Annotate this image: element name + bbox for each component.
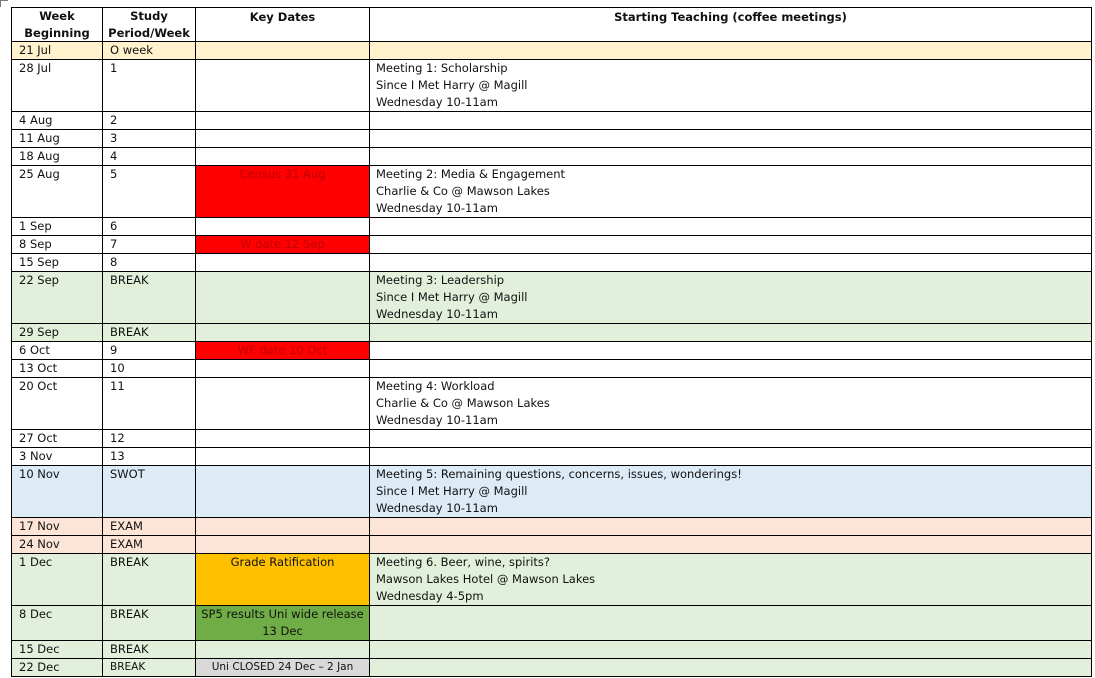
study-cell: EXAM [103,518,196,536]
meeting-cell [370,60,1092,112]
study-cell: 9 [103,342,196,360]
meeting-title: Meeting 1: Scholarship [376,61,508,75]
week-cell: 20 Oct [12,378,103,430]
table-row [12,236,1092,254]
table-row [12,554,1092,606]
week-cell: 22 Sep [12,272,103,324]
meeting-venue: Mawson Lakes Hotel @ Mawson Lakes [376,572,596,586]
week-cell: 13 Oct [12,360,103,378]
study-cell: O week [103,42,196,60]
study-cell: BREAK [103,659,196,677]
key-date-cell [196,42,370,60]
week-cell: 4 Aug [12,112,103,130]
week-cell: 17 Nov [12,518,103,536]
week-cell: 1 Dec [12,554,103,606]
header-study-period: Study Period/Week [103,8,196,42]
meeting-venue: Since I Met Harry @ Magill [376,484,528,498]
key-date-cell [196,60,370,112]
table-row [12,378,1092,430]
meeting-title: Meeting 5: Remaining questions, concerns, issues, wonderings! [376,467,742,481]
study-cell: 4 [103,148,196,166]
key-date-cell [196,466,370,518]
study-cell: BREAK [103,554,196,606]
key-date-cell [196,378,370,430]
table-row [12,606,1092,641]
study-cell: SWOT [103,466,196,518]
meeting-title: Meeting 6. Beer, wine, spirits? [376,555,551,569]
week-cell: 3 Nov [12,448,103,466]
results-release-cell: SP5 results Uni wide release 13 Dec [196,606,370,641]
study-cell: BREAK [103,272,196,324]
week-cell: 1 Sep [12,218,103,236]
meeting-title: Meeting 2: Media & Engagement [376,167,566,181]
study-cell: BREAK [103,641,196,659]
week-cell: 21 Jul [12,42,103,60]
key-date-cell [196,130,370,148]
key-date-cell [196,254,370,272]
meeting-cell [370,554,1092,606]
week-cell: 15 Dec [12,641,103,659]
week-cell: 27 Oct [12,430,103,448]
wf-date-cell: WF date 10 Oct [196,342,370,360]
key-date-cell [196,518,370,536]
meeting-cell [370,42,1092,60]
meeting-time: Wednesday 10-11am [376,201,498,215]
week-cell: 11 Aug [12,130,103,148]
header-row [12,8,1092,42]
table-row [12,466,1092,518]
key-date-cell [196,272,370,324]
text-cursor [0,0,8,7]
table-row [12,342,1092,360]
key-date-cell [196,218,370,236]
meeting-cell [370,448,1092,466]
grade-ratification-cell: Grade Ratification [196,554,370,606]
key-date-cell [196,536,370,554]
study-cell: 3 [103,130,196,148]
study-cell: 10 [103,360,196,378]
header-starting-teaching: Starting Teaching (coffee meetings) [370,8,1092,42]
study-cell: 11 [103,378,196,430]
table-row [12,518,1092,536]
meeting-cell [370,360,1092,378]
meeting-venue: Since I Met Harry @ Magill [376,290,528,304]
meeting-cell [370,606,1092,641]
meeting-cell [370,342,1092,360]
week-cell: 6 Oct [12,342,103,360]
week-cell: 29 Sep [12,324,103,342]
week-cell: 22 Dec [12,659,103,677]
meeting-time: Wednesday 10-11am [376,95,498,109]
table-row [12,112,1092,130]
week-cell: 28 Jul [12,60,103,112]
meeting-time: Wednesday 4-5pm [376,589,484,603]
week-cell: 10 Nov [12,466,103,518]
meeting-time: Wednesday 10-11am [376,501,498,515]
study-cell: 7 [103,236,196,254]
table-row [12,272,1092,324]
table-row [12,360,1092,378]
meeting-cell [370,148,1092,166]
withdraw-date-cell: W date 12 Sep [196,236,370,254]
meeting-cell [370,130,1092,148]
study-cell: 6 [103,218,196,236]
table-row [12,254,1092,272]
week-cell: 15 Sep [12,254,103,272]
study-cell: BREAK [103,606,196,641]
meeting-cell [370,430,1092,448]
table-row [12,430,1092,448]
meeting-cell [370,659,1092,677]
meeting-cell [370,166,1092,218]
meeting-title: Meeting 3: Leadership [376,273,505,287]
meeting-cell [370,272,1092,324]
uni-closed-cell: Uni CLOSED 24 Dec – 2 Jan [196,659,370,677]
key-date-cell [196,324,370,342]
teaching-schedule-table [11,7,1092,677]
meeting-cell [370,378,1092,430]
table-row [12,448,1092,466]
meeting-cell [370,218,1092,236]
table-row [12,130,1092,148]
week-cell: 18 Aug [12,148,103,166]
study-cell: BREAK [103,324,196,342]
meeting-cell [370,536,1092,554]
study-cell: 1 [103,60,196,112]
table-row [12,218,1092,236]
meeting-cell [370,236,1092,254]
meeting-cell [370,112,1092,130]
table-row [12,641,1092,659]
meeting-cell [370,518,1092,536]
week-cell: 8 Dec [12,606,103,641]
meeting-time: Wednesday 10-11am [376,413,498,427]
meeting-cell [370,641,1092,659]
meeting-venue: Charlie & Co @ Mawson Lakes [376,396,550,410]
key-date-cell [196,430,370,448]
header-week-beginning: Week Beginning [12,8,103,42]
meeting-cell [370,466,1092,518]
week-cell: 24 Nov [12,536,103,554]
meeting-cell [370,254,1092,272]
table-row [12,324,1092,342]
table-row [12,60,1092,112]
meeting-venue: Charlie & Co @ Mawson Lakes [376,184,550,198]
meeting-cell [370,324,1092,342]
week-cell: 8 Sep [12,236,103,254]
study-cell: 5 [103,166,196,218]
meeting-time: Wednesday 10-11am [376,307,498,321]
study-cell: 2 [103,112,196,130]
study-cell: 12 [103,430,196,448]
study-cell: 8 [103,254,196,272]
study-cell: EXAM [103,536,196,554]
meeting-venue: Since I Met Harry @ Magill [376,78,528,92]
key-date-cell [196,148,370,166]
table-row [12,659,1092,677]
week-cell: 25 Aug [12,166,103,218]
key-date-cell [196,448,370,466]
table-row [12,536,1092,554]
key-date-cell [196,360,370,378]
table-row [12,148,1092,166]
key-date-cell [196,641,370,659]
header-key-dates: Key Dates [196,8,370,42]
table-row [12,166,1092,218]
meeting-title: Meeting 4: Workload [376,379,495,393]
census-date-cell: Census 31 Aug [196,166,370,218]
study-cell: 13 [103,448,196,466]
table-row [12,42,1092,60]
key-date-cell [196,112,370,130]
